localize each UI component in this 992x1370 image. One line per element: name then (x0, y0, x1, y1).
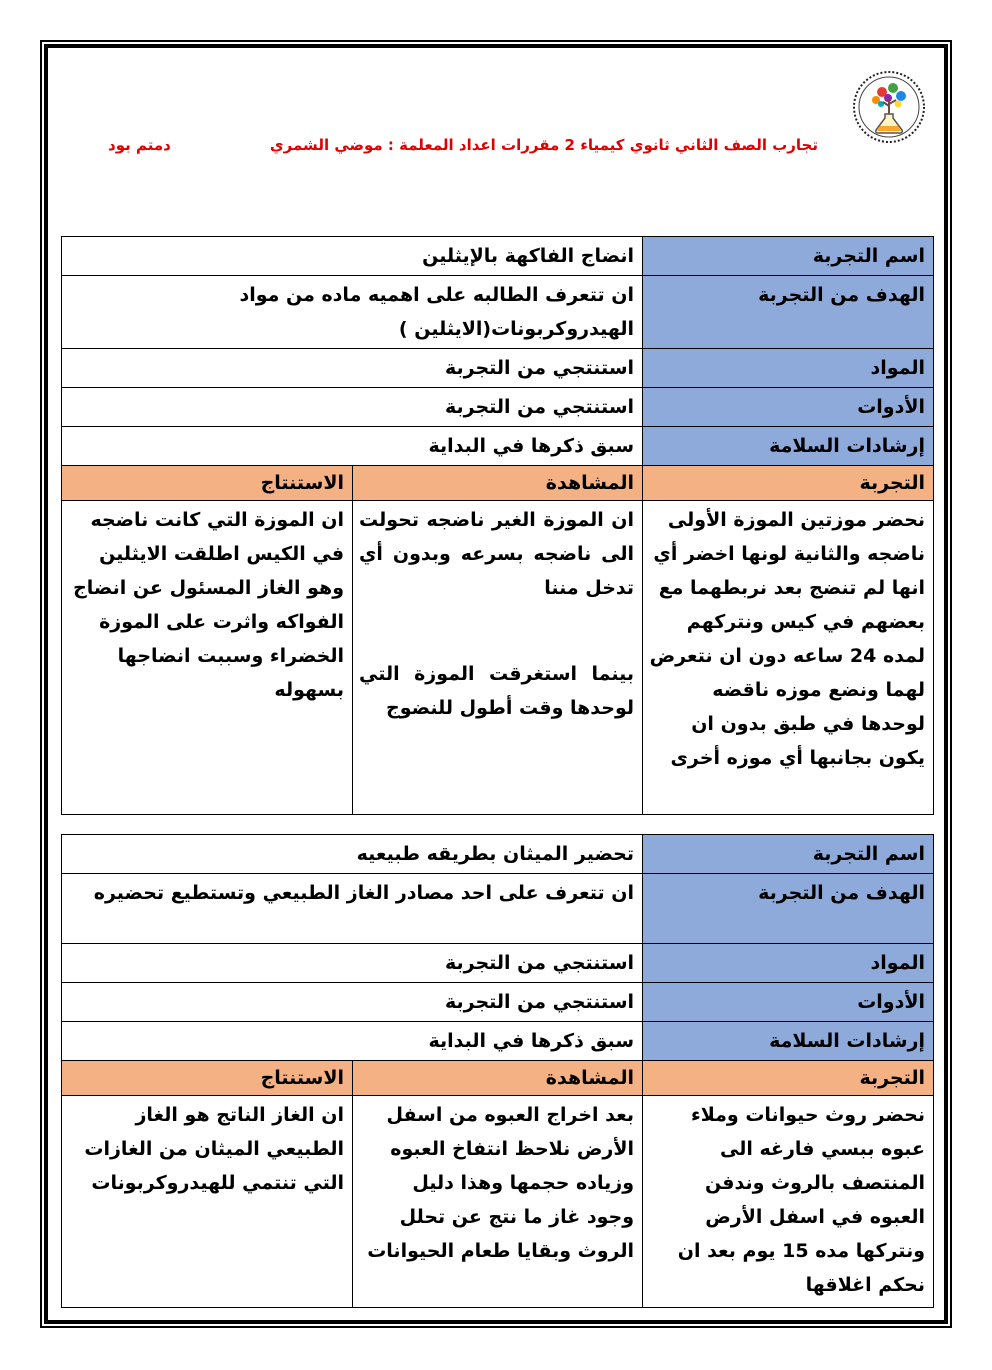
page-header-title: تجارب الصف الثاني ثانوي كيمياء 2 مقررات اعداد المعلمة : موضي الشمري (269, 136, 818, 154)
page-header-stamp: دمتم بود (108, 136, 171, 154)
conclusion-column-header: الاستنتاج (62, 466, 353, 501)
observation-column-header: المشاهدة (353, 1061, 643, 1096)
experiment-goal: ان تتعرف الطالبه على اهميه ماده من مواد الهيدروكربونات(الايثلين ) (62, 276, 643, 349)
experiment-table-1 (61, 236, 934, 815)
goal-label: الهدف من التجربة (643, 276, 934, 349)
observation-part-1: ان الموزة الغير ناضجه تحولت الى ناضجه بسرعه وبدون أي تدخل مننا (359, 509, 635, 599)
experiment-conclusion: ان الغاز الناتج هو الغاز الطبيعي الميثان من الغازات التي تنتمي للهيدروكربونات (62, 1096, 353, 1308)
observation-column-header: المشاهدة (353, 466, 643, 501)
conclusion-column-header: الاستنتاج (62, 1061, 353, 1096)
experiment-tools: استنتجي من التجربة (62, 388, 643, 427)
safety-label: إرشادات السلامة (643, 1022, 934, 1061)
experiment-safety: سبق ذكرها في البداية (62, 427, 643, 466)
experiment-steps: نحضر روث حيوانات وملاء عبوه ببسي فارغه الى المنتصف بالروث وندفن العبوه في اسفل الأرض ونتركها مده 15 يوم بعد ان نحكم اغلاقها (643, 1096, 934, 1308)
experiment-conclusion: ان الموزة التي كانت ناضجه في الكيس اطلقت الايثلين وهو الغاز المسئول عن انضاج الفواكه واثرت على الموزة الخضراء وسببت انضاجها بسهوله (62, 501, 353, 815)
materials-label: المواد (643, 944, 934, 983)
goal-label: الهدف من التجربة (643, 874, 934, 944)
experiment-materials: استنتجي من التجربة (62, 944, 643, 983)
experiment-table-2 (61, 834, 934, 1308)
experiment-observation (353, 501, 643, 815)
experiment-steps: نحضر موزتين الموزة الأولى ناضجه والثانية لونها اخضر أي انها لم تنضج بعد نربطهما مع بعضهم في كيس ونتركهم لمده 24 ساعه دون ان نتعرض لهما ونضع موزه ناقضه لوحدها في طبق بدون ان يكون بجانبها أي موزه أخرى (643, 501, 934, 815)
experiment-column-header: التجربة (643, 466, 934, 501)
experiment-column-header: التجربة (643, 1061, 934, 1096)
materials-label: المواد (643, 349, 934, 388)
experiment-name: تحضير الميثان بطريقه طبيعيه (62, 835, 643, 874)
observation-part-2: بينما استغرقت الموزة التي لوحدها وقت أطول للنضوج (359, 663, 635, 719)
experiment-name: انضاج الفاكهة بالإيثلين (62, 237, 643, 276)
name-label: اسم التجربة (643, 237, 934, 276)
tools-label: الأدوات (643, 983, 934, 1022)
experiment-observation: بعد اخراج العبوه من اسفل الأرض نلاحظ انتفاخ العبوه وزياده حجمها وهذا دليل وجود غاز ما نتج عن تحلل الروث وبقايا طعام الحيوانات (353, 1096, 643, 1308)
experiment-materials: استنتجي من التجربة (62, 349, 643, 388)
safety-label: إرشادات السلامة (643, 427, 934, 466)
experiment-goal: ان تتعرف على احد مصادر الغاز الطبيعي وتستطيع تحضيره (62, 874, 643, 944)
name-label: اسم التجربة (643, 835, 934, 874)
tools-label: الأدوات (643, 388, 934, 427)
experiment-tools: استنتجي من التجربة (62, 983, 643, 1022)
experiment-safety: سبق ذكرها في البداية (62, 1022, 643, 1061)
flask-tree-logo-icon (852, 70, 926, 144)
